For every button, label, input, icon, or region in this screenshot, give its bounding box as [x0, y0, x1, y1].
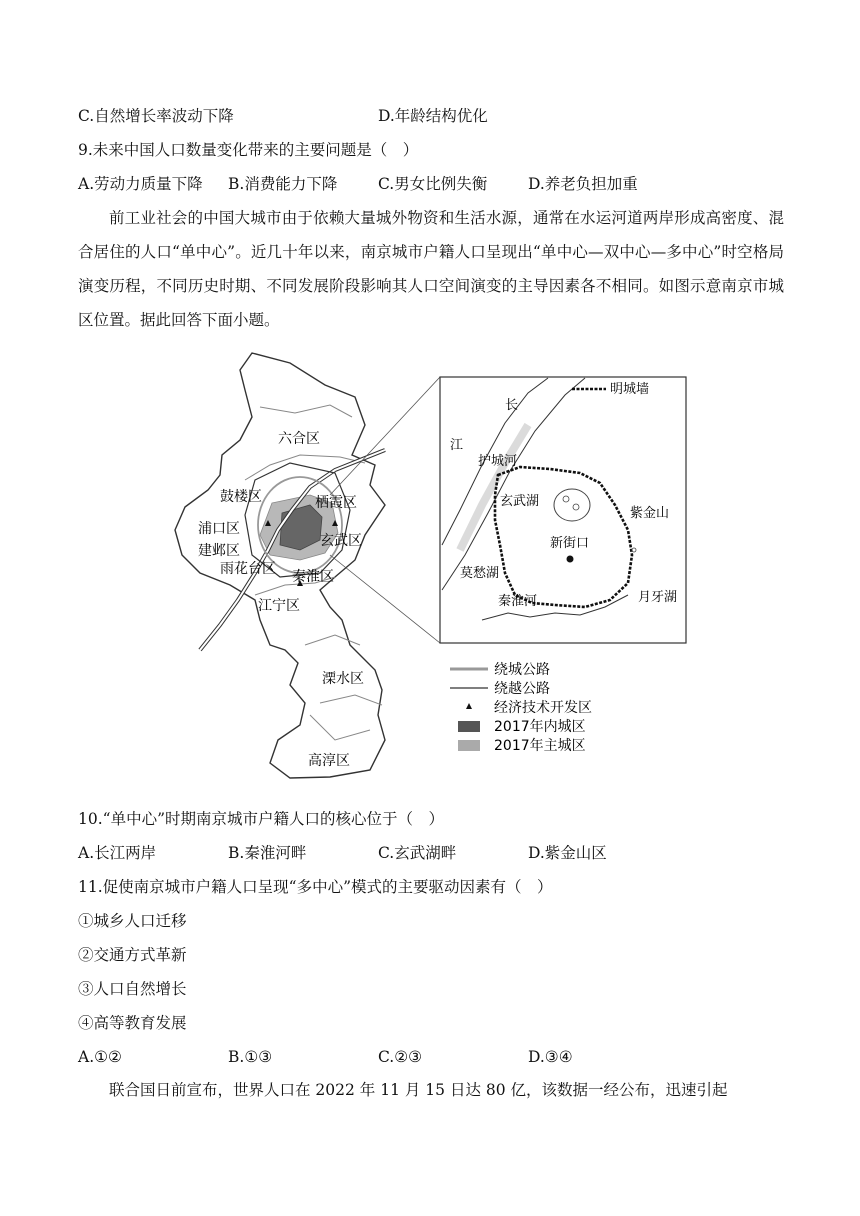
- q11-item-1: ①城乡人口迁移: [78, 912, 187, 930]
- inset-label-xuanwu-lake: 玄武湖: [500, 494, 540, 509]
- q9-option-a: A.劳动力质量下降: [78, 175, 203, 193]
- q10-option-a: A.长江两岸: [78, 844, 157, 862]
- district-qinhuai: 秦淮区: [292, 569, 334, 585]
- q11-item-3: ③人口自然增长: [78, 980, 187, 998]
- legend-main-city: 2017年主城区: [494, 738, 586, 754]
- q11-option-b: B.①③: [228, 1048, 273, 1066]
- legend-outer-ring: 绕越公路: [494, 681, 550, 697]
- passage-world-population: 联合国日前宣布，世界人口在 2022 年 11 月 15 日达 80 亿，该数据一经公布，迅速引起: [109, 1081, 728, 1099]
- legend-ring-expressway: 绕城公路: [494, 662, 550, 678]
- q9-option-c: C.男女比例失衡: [378, 175, 488, 193]
- district-lishui: 溧水区: [322, 671, 364, 687]
- q11-option-d: D.③④: [528, 1048, 573, 1066]
- q11-option-c: C.②③: [378, 1048, 423, 1066]
- q11-item-4: ④高等教育发展: [78, 1014, 187, 1032]
- inset-label-mochou: 莫愁湖: [460, 566, 500, 581]
- q8-option-c: C.自然增长率波动下降: [78, 107, 234, 125]
- inset-label-zijin: 紫金山: [630, 506, 670, 521]
- q11-stem: 11.促使南京城市户籍人口呈现“多中心”模式的主要驱动因素有（ ）: [78, 878, 553, 896]
- q10-option-b: B.秦淮河畔: [228, 844, 307, 862]
- passage-nanjing: 前工业社会的中国大城市由于依赖大量城外物资和生活水源，通常在水运河道两岸形成高密度、混合居住的人口“单中心”。近几十年以来，南京城市户籍人口呈现出“单中心—双中心—多中心”时空格局演变历程，不同历史时期、不同发展阶段影响其人口空间演变的主导因素各不相同。如图示意南京市城区位置。据此回答下面小题。: [78, 209, 784, 329]
- nanjing-outline: [175, 353, 385, 778]
- inset-label-moat: 护城河: [478, 454, 518, 469]
- q10-stem: 10.“单中心”时期南京城市户籍人口的核心位于（ ）: [78, 810, 444, 828]
- district-pukou: 浦口区: [198, 521, 240, 537]
- q10-option-c: C.玄武湖畔: [378, 844, 457, 862]
- map-legend: [450, 661, 592, 754]
- inset-label-yueya: 月牙湖: [638, 590, 678, 605]
- legend-dev-zone: 经济技术开发区: [494, 700, 592, 716]
- district-jiangning: 江宁区: [258, 598, 300, 614]
- district-jianye: 建邺区: [198, 543, 240, 559]
- q8-option-d: D.年龄结构优化: [378, 107, 488, 125]
- inset-label-jiang: 江: [450, 438, 464, 453]
- xinjiekou-dot: [567, 556, 574, 563]
- district-qixia: 栖霞区: [315, 495, 357, 511]
- inset-label-chang: 长: [505, 398, 519, 413]
- legend-ming-wall-label: 明城墙: [610, 382, 650, 397]
- inset-label-xinjiekou: 新街口: [550, 536, 590, 551]
- q10-option-d: D.紫金山区: [528, 844, 607, 862]
- district-gulou: 鼓楼区: [220, 489, 262, 505]
- nanjing-map-figure: [160, 345, 700, 790]
- q9-option-b: B.消费能力下降: [228, 175, 338, 193]
- district-gaochun: 高淳区: [308, 753, 350, 769]
- district-yuhuatai: 雨花台区: [220, 561, 276, 577]
- q9-option-d: D.养老负担加重: [528, 175, 638, 193]
- inset-label-qinhuai-river: 秦淮河: [498, 594, 538, 609]
- legend-inner-city: 2017年内城区: [494, 719, 586, 735]
- q11-option-a: A.①②: [78, 1048, 122, 1066]
- district-xuanwu: 玄武区: [320, 533, 362, 549]
- district-liuhe: 六合区: [278, 431, 320, 447]
- q11-item-2: ②交通方式革新: [78, 946, 187, 964]
- q9-stem: 9.未来中国人口数量变化带来的主要问题是（ ）: [78, 141, 419, 159]
